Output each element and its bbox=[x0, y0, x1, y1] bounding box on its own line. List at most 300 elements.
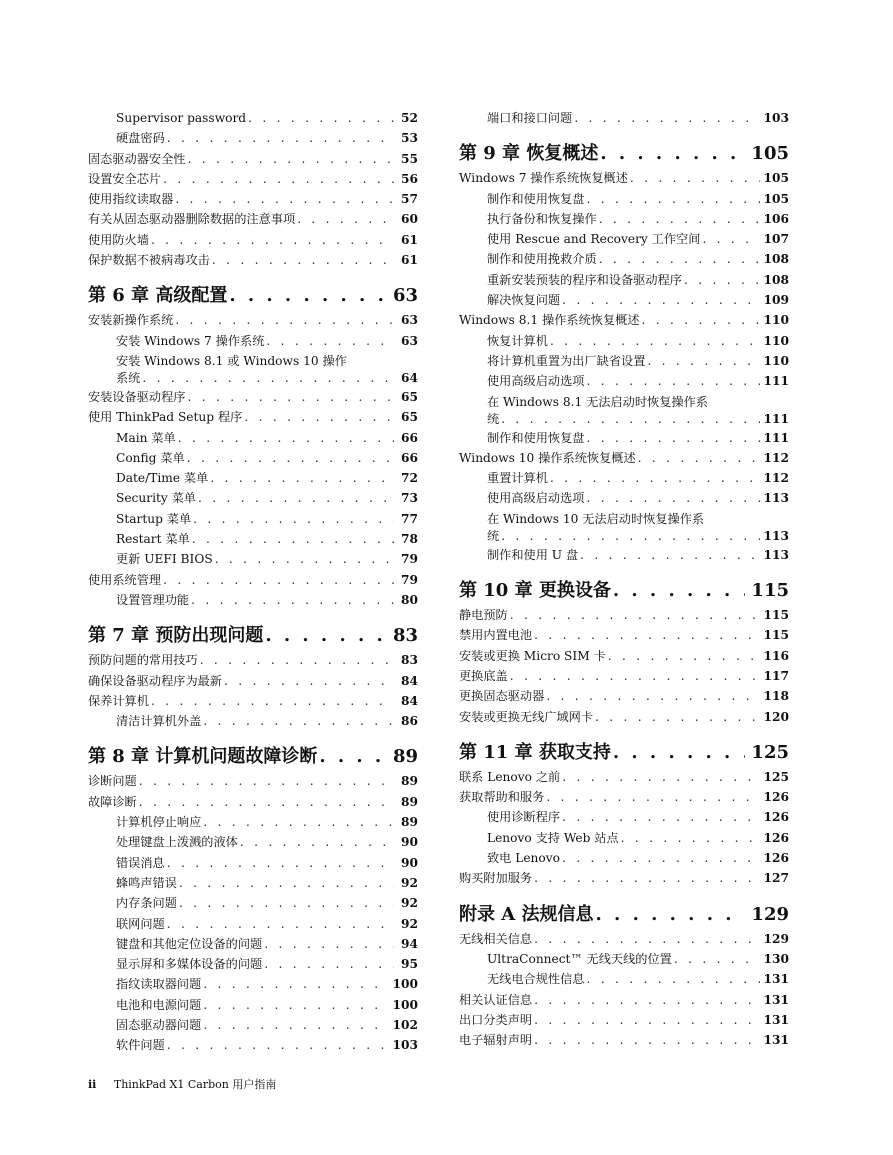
entry-page-number: 63 bbox=[401, 313, 418, 328]
entry-title: 联网问题 bbox=[116, 914, 167, 934]
entry-title: Lenovo 支持 Web 站点 bbox=[487, 828, 621, 848]
entry-title: 使用高级启动选项 bbox=[487, 371, 587, 391]
entry-title: Security 菜单 bbox=[116, 488, 198, 508]
entry-page-number: 78 bbox=[401, 532, 418, 547]
footer-page-number: ii bbox=[88, 1078, 97, 1091]
dot-leader bbox=[608, 646, 760, 666]
toc-entry[interactable] bbox=[459, 949, 789, 969]
entry-page-number: 55 bbox=[401, 151, 418, 166]
toc-entry[interactable] bbox=[88, 570, 418, 590]
toc-entry[interactable] bbox=[459, 969, 789, 989]
entry-page-number: 86 bbox=[401, 714, 418, 729]
dot-leader bbox=[702, 229, 759, 249]
entry-title: 指纹读取器问题 bbox=[116, 974, 203, 994]
dot-leader bbox=[534, 868, 759, 888]
entry-title: 使用高级启动选项 bbox=[487, 488, 587, 508]
dot-leader bbox=[266, 331, 394, 351]
dot-leader bbox=[613, 741, 746, 765]
entry-page-number: 111 bbox=[763, 374, 789, 389]
toc-entry[interactable] bbox=[88, 1035, 418, 1055]
dot-leader bbox=[501, 527, 759, 545]
toc-entry[interactable] bbox=[88, 387, 418, 407]
dot-leader bbox=[198, 488, 394, 508]
dot-leader bbox=[580, 545, 759, 565]
entry-page-number: 66 bbox=[401, 430, 418, 445]
toc-entry[interactable] bbox=[459, 428, 789, 448]
entry-page-number: 84 bbox=[401, 693, 418, 708]
entry-title-line: 统 bbox=[487, 411, 500, 426]
entry-title: 蜂鸣声错误 bbox=[116, 873, 179, 893]
dot-leader bbox=[188, 149, 395, 169]
toc-entry[interactable] bbox=[88, 169, 418, 189]
toc-entry[interactable] bbox=[459, 270, 789, 290]
dot-leader bbox=[244, 407, 394, 427]
entry-page-number: 84 bbox=[401, 673, 418, 688]
toc-entry[interactable] bbox=[459, 807, 789, 827]
dot-leader bbox=[188, 387, 395, 407]
entry-title: Restart 菜单 bbox=[116, 529, 192, 549]
dot-leader bbox=[167, 914, 394, 934]
dot-leader bbox=[550, 331, 760, 351]
entry-title-line: 在 Windows 10 无法启动时恢复操作系 bbox=[487, 511, 705, 526]
toc-entry[interactable] bbox=[88, 873, 418, 893]
dot-leader bbox=[191, 590, 394, 610]
entry-page-number: 131 bbox=[763, 972, 789, 987]
entry-page-number: 113 bbox=[763, 528, 789, 543]
toc-entry[interactable] bbox=[459, 351, 789, 371]
entry-continuation bbox=[116, 369, 418, 387]
toc-entry[interactable] bbox=[88, 209, 418, 229]
entry-title: 电池和电源问题 bbox=[116, 995, 203, 1015]
entry-page-number: 102 bbox=[392, 1017, 418, 1032]
toc-entry[interactable] bbox=[88, 331, 418, 351]
entry-page-number: 56 bbox=[401, 171, 418, 186]
entry-page-number: 115 bbox=[763, 608, 789, 623]
dot-leader bbox=[574, 108, 759, 128]
dot-leader bbox=[510, 666, 760, 686]
entry-title: 出口分类声明 bbox=[459, 1010, 534, 1030]
toc-entry[interactable] bbox=[88, 934, 418, 954]
dot-leader bbox=[175, 189, 394, 209]
page-footer bbox=[88, 1076, 276, 1092]
toc-entry[interactable] bbox=[88, 893, 418, 913]
entry-page-number: 108 bbox=[763, 252, 789, 267]
entry-page-number: 63 bbox=[401, 333, 418, 348]
entry-title: 更换底盖 bbox=[459, 666, 510, 686]
entry-page-number: 103 bbox=[763, 111, 789, 125]
dot-leader bbox=[229, 284, 387, 308]
dot-leader bbox=[319, 745, 387, 769]
toc-right-column bbox=[459, 108, 789, 1050]
entry-page-number: 57 bbox=[401, 192, 418, 207]
toc-entry[interactable] bbox=[459, 686, 789, 706]
toc-entry[interactable] bbox=[459, 848, 789, 868]
toc-entry[interactable] bbox=[88, 771, 418, 791]
entry-title: Supervisor password bbox=[116, 108, 248, 128]
toc-entry[interactable] bbox=[459, 868, 789, 888]
dot-leader bbox=[151, 230, 394, 250]
entry-title: 联系 Lenovo 之前 bbox=[459, 767, 562, 787]
entry-title: 清洁计算机外盖 bbox=[116, 711, 203, 731]
entry-page-number: 115 bbox=[763, 628, 789, 643]
toc-entry[interactable] bbox=[459, 646, 789, 666]
entry-page-number: 100 bbox=[392, 997, 418, 1012]
toc-entry[interactable] bbox=[88, 549, 418, 569]
entry-title-line: 安装 Windows 8.1 或 Windows 10 操作 bbox=[116, 353, 347, 368]
dot-leader bbox=[163, 169, 394, 189]
entry-title: 软件问题 bbox=[116, 1035, 167, 1055]
toc-entry[interactable] bbox=[88, 711, 418, 731]
dot-leader bbox=[534, 929, 759, 949]
entry-page-number: 116 bbox=[763, 648, 789, 663]
dot-leader bbox=[534, 990, 759, 1010]
dot-leader bbox=[265, 624, 387, 648]
chapter-title: 第 11 章 获取支持 bbox=[459, 741, 611, 763]
entry-page-number: 111 bbox=[763, 430, 789, 445]
entry-title: 执行备份和恢复操作 bbox=[487, 209, 599, 229]
toc-entry[interactable] bbox=[459, 787, 789, 807]
entry-title: 购买附加服务 bbox=[459, 868, 534, 888]
entry-title: 故障诊断 bbox=[88, 792, 139, 812]
toc-entry[interactable] bbox=[88, 792, 418, 812]
entry-page-number: 126 bbox=[763, 851, 789, 866]
dot-leader bbox=[546, 787, 759, 807]
dot-leader bbox=[510, 605, 760, 625]
toc-entry[interactable] bbox=[459, 509, 789, 545]
entry-title: 更新 UEFI BIOS bbox=[116, 549, 215, 569]
entry-title: 设置管理功能 bbox=[116, 590, 191, 610]
toc-entry[interactable] bbox=[88, 691, 418, 711]
toc-entry[interactable] bbox=[88, 128, 418, 148]
toc-entry[interactable] bbox=[88, 954, 418, 974]
dot-leader bbox=[638, 448, 760, 468]
toc-chapter-heading[interactable] bbox=[88, 284, 418, 308]
dot-leader bbox=[546, 686, 759, 706]
toc-entry[interactable] bbox=[459, 990, 789, 1010]
toc-entry[interactable] bbox=[459, 1010, 789, 1030]
toc-entry[interactable] bbox=[88, 407, 418, 427]
entry-title: 致电 Lenovo bbox=[487, 848, 562, 868]
entry-title: 错误消息 bbox=[116, 853, 167, 873]
toc-entry[interactable] bbox=[459, 666, 789, 686]
toc-entry[interactable] bbox=[88, 108, 418, 128]
entry-title: 恢复计算机 bbox=[487, 331, 550, 351]
entry-page-number: 100 bbox=[392, 977, 418, 992]
entry-continuation bbox=[487, 410, 789, 428]
entry-page-number: 127 bbox=[763, 871, 789, 886]
entry-title: Main 菜单 bbox=[116, 428, 178, 448]
dot-leader bbox=[151, 691, 394, 711]
entry-title: 无线电合规性信息 bbox=[487, 969, 587, 989]
dot-leader bbox=[562, 767, 759, 787]
entry-page-number: 94 bbox=[401, 936, 418, 951]
toc-entry[interactable] bbox=[459, 290, 789, 310]
entry-title: 键盘和其他定位设备的问题 bbox=[116, 934, 264, 954]
toc-entry[interactable] bbox=[88, 250, 418, 270]
entry-page-number: 125 bbox=[763, 769, 789, 784]
entry-title: 制作和使用恢复盘 bbox=[487, 189, 587, 209]
toc-chapter-heading[interactable] bbox=[459, 741, 789, 765]
entry-page-number: 105 bbox=[763, 171, 789, 186]
entry-title-line: 统 bbox=[487, 528, 500, 543]
entry-page-number: 110 bbox=[763, 333, 789, 348]
entry-page-number: 103 bbox=[392, 1038, 418, 1053]
entry-page-number: 53 bbox=[401, 131, 418, 146]
entry-page-number: 107 bbox=[763, 232, 789, 247]
entry-page-number: 89 bbox=[401, 794, 418, 809]
toc-entry[interactable] bbox=[88, 812, 418, 832]
entry-title: Windows 8.1 操作系统恢复概述 bbox=[459, 310, 642, 330]
entry-title: 安装新操作系统 bbox=[88, 310, 175, 330]
dot-leader bbox=[203, 995, 388, 1015]
entry-page-number: 129 bbox=[763, 931, 789, 946]
toc-entry[interactable] bbox=[88, 853, 418, 873]
toc-entry[interactable] bbox=[459, 929, 789, 949]
toc-entry[interactable] bbox=[459, 310, 789, 330]
entry-title: 禁用内置电池 bbox=[459, 625, 534, 645]
toc-entry[interactable] bbox=[88, 230, 418, 250]
toc-entry[interactable] bbox=[459, 767, 789, 787]
entry-page-number: 111 bbox=[763, 411, 789, 426]
dot-leader bbox=[297, 209, 394, 229]
entry-title: 内存条问题 bbox=[116, 893, 179, 913]
toc-entry[interactable] bbox=[88, 995, 418, 1015]
entry-title-line: 系统 bbox=[116, 370, 141, 385]
dot-leader bbox=[587, 428, 760, 448]
dot-leader bbox=[203, 974, 388, 994]
entry-page-number: 90 bbox=[401, 855, 418, 870]
dot-leader bbox=[203, 711, 394, 731]
dot-leader bbox=[264, 934, 394, 954]
entry-title: 制作和使用恢复盘 bbox=[487, 428, 587, 448]
toc-entry[interactable] bbox=[88, 189, 418, 209]
dot-leader bbox=[187, 448, 394, 468]
toc-chapter-heading[interactable] bbox=[459, 579, 789, 603]
toc-chapter-heading[interactable] bbox=[459, 142, 789, 166]
entry-title: 更换固态驱动器 bbox=[459, 686, 546, 706]
entry-page-number: 110 bbox=[763, 313, 789, 328]
dot-leader bbox=[647, 351, 759, 371]
entry-title: 使用 Rescue and Recovery 工作空间 bbox=[487, 229, 702, 249]
dot-leader bbox=[587, 189, 760, 209]
dot-leader bbox=[179, 873, 394, 893]
toc-entry[interactable] bbox=[88, 488, 418, 508]
chapter-page-number: 89 bbox=[392, 746, 418, 768]
entry-page-number: 113 bbox=[763, 491, 789, 506]
dot-leader bbox=[139, 771, 394, 791]
entry-page-number: 112 bbox=[763, 450, 789, 465]
toc-entry[interactable] bbox=[459, 392, 789, 428]
toc-left-column bbox=[88, 108, 418, 1056]
entry-title: 显示屏和多媒体设备的问题 bbox=[116, 954, 264, 974]
toc-entry[interactable] bbox=[88, 671, 418, 691]
dot-leader bbox=[210, 468, 394, 488]
entry-page-number: 126 bbox=[763, 790, 789, 805]
entry-title: 安装或更换 Micro SIM 卡 bbox=[459, 646, 608, 666]
dot-leader bbox=[248, 108, 394, 128]
dot-leader bbox=[203, 1015, 388, 1035]
entry-page-number: 64 bbox=[401, 370, 418, 385]
entry-title: 电子辐射声明 bbox=[459, 1030, 534, 1050]
toc-entry[interactable] bbox=[459, 488, 789, 508]
dot-leader bbox=[587, 488, 760, 508]
entry-page-number: 79 bbox=[401, 552, 418, 567]
entry-page-number: 79 bbox=[401, 572, 418, 587]
entry-page-number: 77 bbox=[401, 511, 418, 526]
toc-entry[interactable] bbox=[459, 209, 789, 229]
entry-title: 端口和接口问题 bbox=[487, 108, 574, 128]
toc-entry[interactable] bbox=[459, 448, 789, 468]
toc-entry[interactable] bbox=[459, 707, 789, 727]
entry-title: 制作和使用 U 盘 bbox=[487, 545, 580, 565]
entry-title: 将计算机重置为出厂缺省设置 bbox=[487, 351, 647, 371]
entry-continuation bbox=[487, 527, 789, 545]
dot-leader bbox=[264, 954, 394, 974]
dot-leader bbox=[595, 707, 759, 727]
dot-leader bbox=[501, 410, 759, 428]
chapter-page-number: 125 bbox=[751, 741, 789, 763]
entry-title: Date/Time 菜单 bbox=[116, 468, 210, 488]
toc-entry[interactable] bbox=[88, 468, 418, 488]
toc-entry[interactable] bbox=[459, 1030, 789, 1050]
dot-leader bbox=[599, 249, 760, 269]
entry-page-number: 126 bbox=[763, 830, 789, 845]
toc-entry[interactable] bbox=[88, 351, 418, 387]
entry-page-number: 80 bbox=[401, 592, 418, 607]
entry-page-number: 83 bbox=[401, 653, 418, 668]
dot-leader bbox=[175, 310, 394, 330]
toc-entry[interactable] bbox=[459, 545, 789, 565]
dot-leader bbox=[203, 812, 394, 832]
dot-leader bbox=[587, 969, 760, 989]
dot-leader bbox=[596, 903, 746, 927]
chapter-page-number: 115 bbox=[751, 580, 789, 602]
dot-leader bbox=[642, 310, 760, 330]
dot-leader bbox=[240, 832, 394, 852]
toc-chapter-heading[interactable] bbox=[88, 624, 418, 648]
chapter-title: 第 6 章 高级配置 bbox=[88, 285, 228, 307]
entry-page-number: 117 bbox=[763, 668, 789, 683]
dot-leader bbox=[587, 371, 760, 391]
dot-leader bbox=[212, 250, 394, 270]
entry-title: 设置安全芯片 bbox=[88, 169, 163, 189]
toc-entry[interactable] bbox=[459, 168, 789, 188]
toc-entry[interactable] bbox=[459, 108, 789, 128]
chapter-title: 第 7 章 预防出现问题 bbox=[88, 625, 264, 647]
toc-entry[interactable] bbox=[88, 650, 418, 670]
entry-title: 重新安装预装的程序和设备驱动程序 bbox=[487, 270, 684, 290]
entry-page-number: 131 bbox=[763, 1012, 789, 1027]
dot-leader bbox=[139, 792, 394, 812]
entry-title: 保养计算机 bbox=[88, 691, 151, 711]
dot-leader bbox=[621, 828, 760, 848]
chapter-page-number: 63 bbox=[392, 285, 418, 307]
entry-page-number: 92 bbox=[401, 916, 418, 931]
toc-entry[interactable] bbox=[459, 468, 789, 488]
dot-leader bbox=[178, 428, 394, 448]
dot-leader bbox=[167, 1035, 389, 1055]
entry-page-number: 109 bbox=[763, 293, 789, 308]
toc-entry[interactable] bbox=[88, 448, 418, 468]
toc-entry[interactable] bbox=[459, 331, 789, 351]
dot-leader bbox=[192, 529, 394, 549]
chapter-page-number: 129 bbox=[751, 903, 789, 925]
entry-title: 保护数据不被病毒攻击 bbox=[88, 250, 212, 270]
entry-title: 无线相关信息 bbox=[459, 929, 534, 949]
toc-entry[interactable] bbox=[88, 974, 418, 994]
entry-page-number: 112 bbox=[763, 471, 789, 486]
entry-page-number: 92 bbox=[401, 896, 418, 911]
entry-title: 使用系统管理 bbox=[88, 570, 163, 590]
chapter-title: 附录 A 法规信息 bbox=[459, 903, 594, 925]
toc-entry[interactable] bbox=[88, 149, 418, 169]
entry-page-number: 118 bbox=[763, 689, 789, 704]
entry-title: 使用诊断程序 bbox=[487, 807, 562, 827]
entry-title: 制作和使用挽救介质 bbox=[487, 249, 599, 269]
toc-entry[interactable] bbox=[88, 590, 418, 610]
toc-chapter-heading[interactable] bbox=[88, 745, 418, 769]
entry-page-number: 89 bbox=[401, 774, 418, 789]
dot-leader bbox=[550, 468, 760, 488]
dot-leader bbox=[215, 549, 394, 569]
chapter-title: 第 10 章 更换设备 bbox=[459, 580, 611, 602]
entry-title: 预防问题的常用技巧 bbox=[88, 650, 200, 670]
entry-page-number: 105 bbox=[763, 191, 789, 206]
footer-title: ThinkPad X1 Carbon 用户指南 bbox=[113, 1078, 277, 1091]
toc-entry[interactable] bbox=[88, 914, 418, 934]
entry-title: 固态驱动器问题 bbox=[116, 1015, 203, 1035]
entry-page-number: 73 bbox=[401, 491, 418, 506]
toc-entry[interactable] bbox=[459, 189, 789, 209]
toc-entry[interactable] bbox=[88, 509, 418, 529]
entry-title: 获取帮助和服务 bbox=[459, 787, 546, 807]
entry-page-number: 66 bbox=[401, 450, 418, 465]
toc-entry[interactable] bbox=[88, 428, 418, 448]
entry-page-number: 72 bbox=[401, 471, 418, 486]
entry-title: 解决恢复问题 bbox=[487, 290, 562, 310]
toc-chapter-heading[interactable] bbox=[459, 903, 789, 927]
dot-leader bbox=[613, 579, 746, 603]
entry-page-number: 126 bbox=[763, 810, 789, 825]
entry-page-number: 131 bbox=[763, 1033, 789, 1048]
toc-entry[interactable] bbox=[459, 625, 789, 645]
entry-page-number: 89 bbox=[401, 815, 418, 830]
toc-entry[interactable] bbox=[459, 229, 789, 249]
toc-entry[interactable] bbox=[459, 371, 789, 391]
toc-entry[interactable] bbox=[459, 249, 789, 269]
toc-entry[interactable] bbox=[88, 1015, 418, 1035]
toc-entry[interactable] bbox=[459, 605, 789, 625]
toc-entry[interactable] bbox=[88, 310, 418, 330]
dot-leader bbox=[684, 270, 760, 290]
entry-title: 使用防火墙 bbox=[88, 230, 151, 250]
toc-entry[interactable] bbox=[88, 529, 418, 549]
entry-title: UltraConnect™ 无线天线的位置 bbox=[487, 949, 674, 969]
toc-entry[interactable] bbox=[459, 828, 789, 848]
entry-page-number: 65 bbox=[401, 389, 418, 404]
entry-title: 处理键盘上泼溅的液体 bbox=[116, 832, 240, 852]
dot-leader bbox=[599, 209, 760, 229]
toc-entry[interactable] bbox=[88, 832, 418, 852]
entry-title: 有关从固态驱动器删除数据的注意事项 bbox=[88, 209, 297, 229]
dot-leader bbox=[600, 142, 745, 166]
dot-leader bbox=[163, 570, 394, 590]
dot-leader bbox=[562, 848, 760, 868]
entry-page-number: 120 bbox=[763, 709, 789, 724]
dot-leader bbox=[142, 369, 394, 387]
entry-title: 重置计算机 bbox=[487, 468, 550, 488]
entry-title: 使用指纹读取器 bbox=[88, 189, 175, 209]
